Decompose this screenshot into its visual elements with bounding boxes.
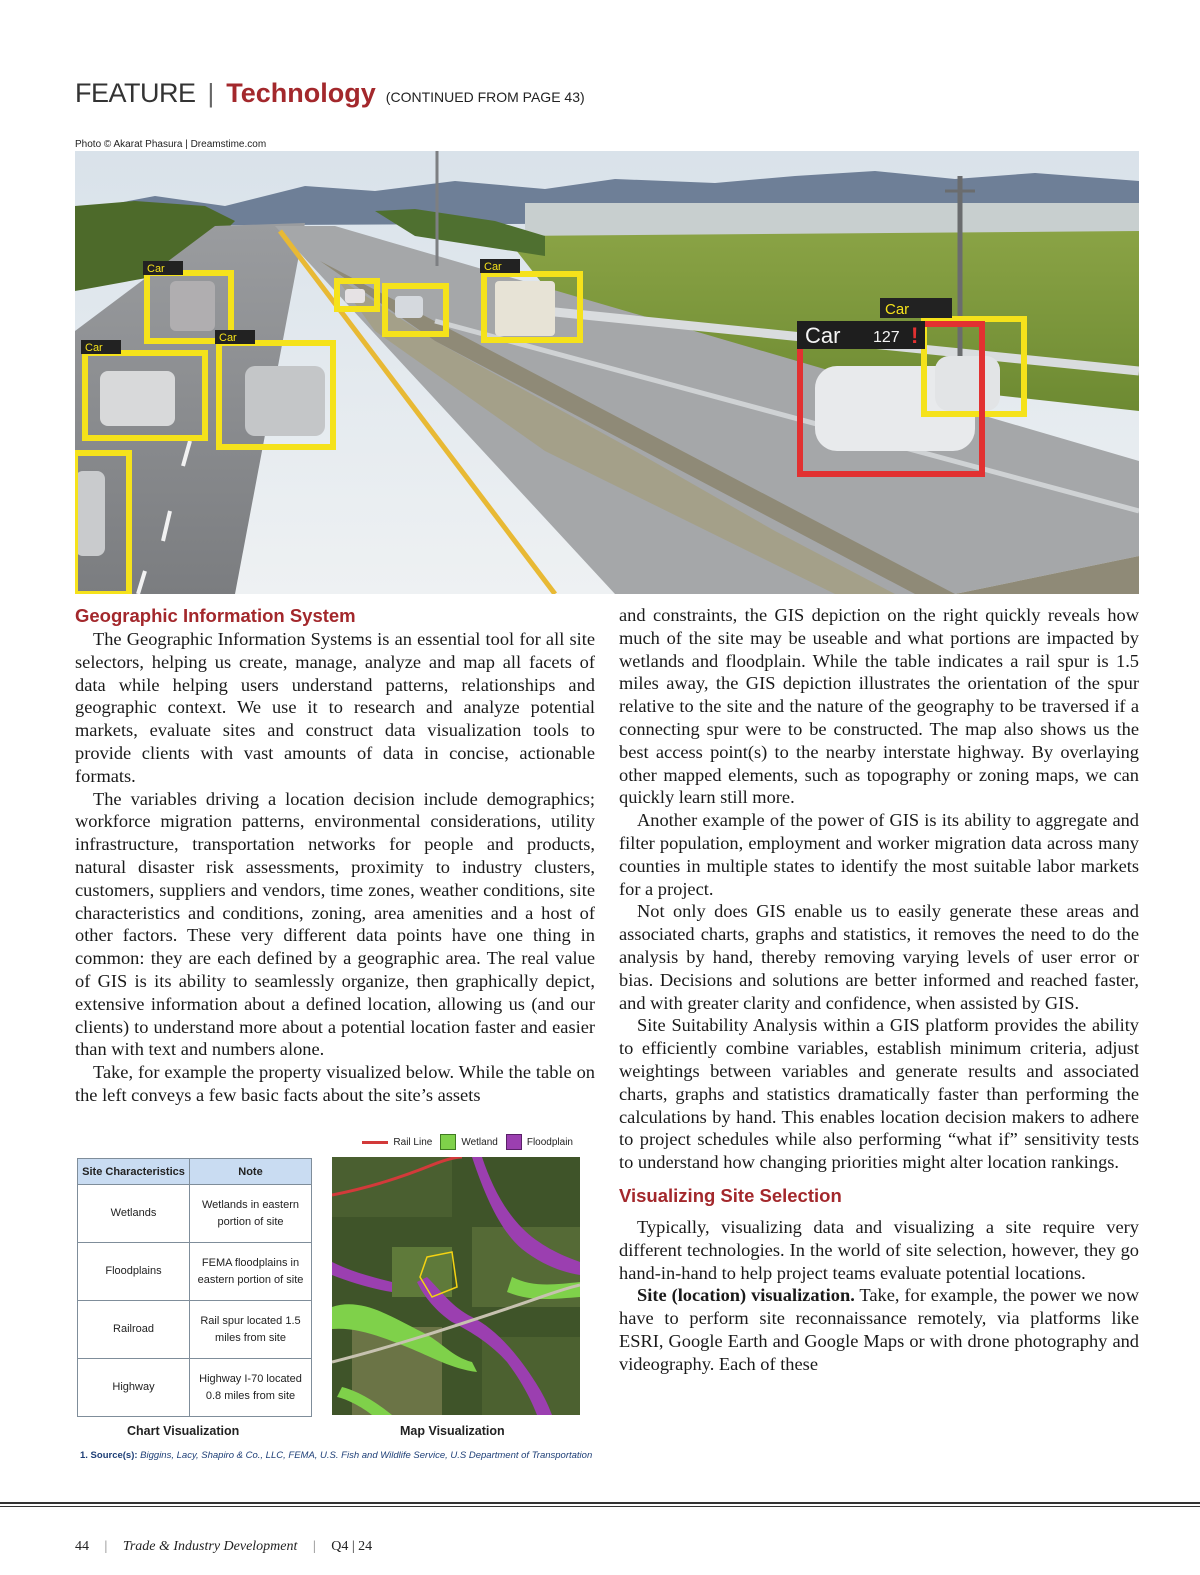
legend-label: Floodplain: [526, 1136, 573, 1148]
table-row: [78, 1359, 312, 1417]
gis-map-graphic: [332, 1157, 580, 1415]
highlight-label: Car: [805, 323, 841, 348]
wetland-swatch: [440, 1134, 456, 1150]
header-separator: |: [207, 78, 215, 108]
source-prefix: 1. Source(s):: [80, 1450, 138, 1461]
feature-label: FEATURE: [75, 78, 196, 108]
section-title: Technology: [226, 78, 376, 108]
table-row: [78, 1243, 312, 1301]
section-heading-visualizing: Visualizing Site Selection: [619, 1184, 842, 1206]
photo-credit: Photo © Akarat Phasura | Dreamstime.com: [75, 139, 267, 150]
continued-note: (CONTINUED FROM PAGE 43): [385, 89, 585, 105]
table-row: [78, 1185, 312, 1243]
paragraph: Not only does GIS enable us to easily generate these areas and associated charts, graphs and statistics, it removes the need to do the analysis by hand, thereby removing varying levels of user error or bias. Decisions and solutions are better informed and reached faster, and with greater clarity and confidence, when assisted by GIS.: [619, 901, 1139, 1013]
table-header: Site Characteristics: [78, 1159, 190, 1185]
legend-item-floodplain: [506, 1134, 573, 1150]
paragraph: Typically, visualizing data and visualizing a site require very different technologies. In the world of site selection, however, they go hand-in-hand to help project teams evaluate potential locations.: [619, 1216, 1139, 1283]
footer-rule: [0, 1502, 1200, 1504]
paragraph: Another example of the power of GIS is its ability to aggregate and filter population, employment and worker migration data across many counties in multiple states to identify the most suitable labor markets for a project.: [619, 810, 1139, 899]
detection-label: Car: [484, 261, 502, 273]
page-header: [75, 78, 585, 114]
legend-label: Wetland: [461, 1136, 498, 1148]
page-number: 44: [75, 1539, 89, 1554]
gis-map: [332, 1157, 580, 1415]
source-text: Biggins, Lacy, Shapiro & Co., LLC, FEMA, U.S. Fish and Wildlife Service, U.S Department of Transportation: [137, 1450, 593, 1461]
paragraph: The variables driving a location decision include demographics; workforce migration patterns, environmental considerations, utility infrastructure, transportation networks for people and products, natural disaster risk assessments, proximity to industry clusters, customers, suppliers and vendors, time zones, weather conditions, site characteristics and conditions, zoning, area amenities and a host of other factors. These very different data points have one thing in common: they are each defined by a geographic area. The real value of GIS is its ability to seamlessly organize, then graphically depict, extensive information about a defined location, allowing us (and our clients) to understand more about a potential location faster and easier than with text and numbers alone.: [75, 788, 595, 1060]
site-characteristics-table: [77, 1158, 312, 1417]
footer-separator: |: [104, 1539, 108, 1554]
site-figure: [75, 1128, 595, 1470]
section-heading-gis: Geographic Information System: [75, 605, 356, 626]
table-header-row: [78, 1159, 312, 1185]
issue-label: Q4 | 24: [331, 1539, 373, 1554]
detection-label: Car: [85, 342, 103, 354]
paragraph: Take, for example the property visualized below. While the table on the left conveys a few basic facts about the site’s assets: [75, 1062, 595, 1105]
floodplain-swatch: [506, 1134, 522, 1150]
detection-label: Car: [219, 332, 237, 344]
highlight-id: 127: [873, 329, 900, 346]
paragraph: and constraints, the GIS depiction on the right quickly reveals how much of the site may be useable and what portions are impacted by wetlands and floodplain. While the table indicates a rail spur is 1.5 miles away, the GIS depiction illustrates the orientation of the spur relative to the site and the nature of the geography to be traversed if a connecting spur were to be constructed. The map also shows us the best access point(s) to the nearby interstate highway. By overlaying other mapped elements, such as topography or zoning maps, we can quickly learn still more.: [619, 605, 1139, 808]
table-cell: Rail spur located 1.5 miles from site: [190, 1301, 312, 1359]
table-cell: Wetlands in eastern portion of site: [190, 1185, 312, 1243]
highlight-mark: !: [911, 323, 919, 348]
table-cell: Highway: [78, 1359, 190, 1417]
table-row: [78, 1301, 312, 1359]
detection-label: Car: [147, 263, 165, 275]
run-in-heading: Site (location) visualization.: [637, 1285, 855, 1306]
legend-label: Rail Line: [393, 1136, 433, 1148]
detection-label: Car: [885, 301, 910, 318]
map-visualization-label: Map Visualization: [400, 1424, 505, 1438]
magazine-name: Trade & Industry Development: [122, 1539, 298, 1554]
rail-line-swatch: [362, 1141, 388, 1144]
table-cell: Floodplains: [78, 1243, 190, 1301]
page-footer: [75, 1539, 372, 1555]
run-in-text: Take, for example, the power we now have to perform site reconnaissance remotely, via platforms like ESRI, Google Earth and Google Maps or with drone photography and videography. Each of these: [619, 1285, 1139, 1374]
table-cell: FEMA floodplains in eastern portion of site: [190, 1243, 312, 1301]
highway-photo: [75, 151, 1139, 594]
paragraph: Site Suitability Analysis within a GIS platform provides the ability to efficiently combine variables, establish minimum criteria, adjust weightings between variables and generate results and associated charts, graphs and statistics dramatically faster than performing the calculations by hand. This enables location decision makers to adhere to project schedules while also performing “what if” sensitivity tests to understand how changing priorities might alter location rankings.: [619, 1015, 1139, 1173]
highway-photo-graphic: [75, 151, 1139, 594]
table-cell: Railroad: [78, 1301, 190, 1359]
paragraph: [619, 1284, 1139, 1375]
legend-item-rail: [362, 1137, 432, 1148]
right-column: [619, 604, 1139, 1376]
footer-rule: [0, 1506, 1200, 1507]
table-header: Note: [190, 1159, 312, 1185]
figure-source: [80, 1450, 592, 1461]
legend-item-wetland: [440, 1134, 498, 1150]
footer-separator: |: [312, 1539, 316, 1554]
map-legend: [362, 1134, 573, 1150]
chart-visualization-label: Chart Visualization: [127, 1424, 240, 1438]
table-cell: Wetlands: [78, 1185, 190, 1243]
table-cell: Highway I-70 located 0.8 miles from site: [190, 1359, 312, 1417]
paragraph: The Geographic Information Systems is an essential tool for all site selectors, helping us create, manage, analyze and map all facets of data while helping users understand patterns, relationships and geographic context. We use it to research and analyze potential markets, evaluate sites and construct data visualization tools to provide clients with vast amounts of data in concise, actionable formats.: [75, 629, 595, 786]
left-column: [75, 604, 595, 1107]
